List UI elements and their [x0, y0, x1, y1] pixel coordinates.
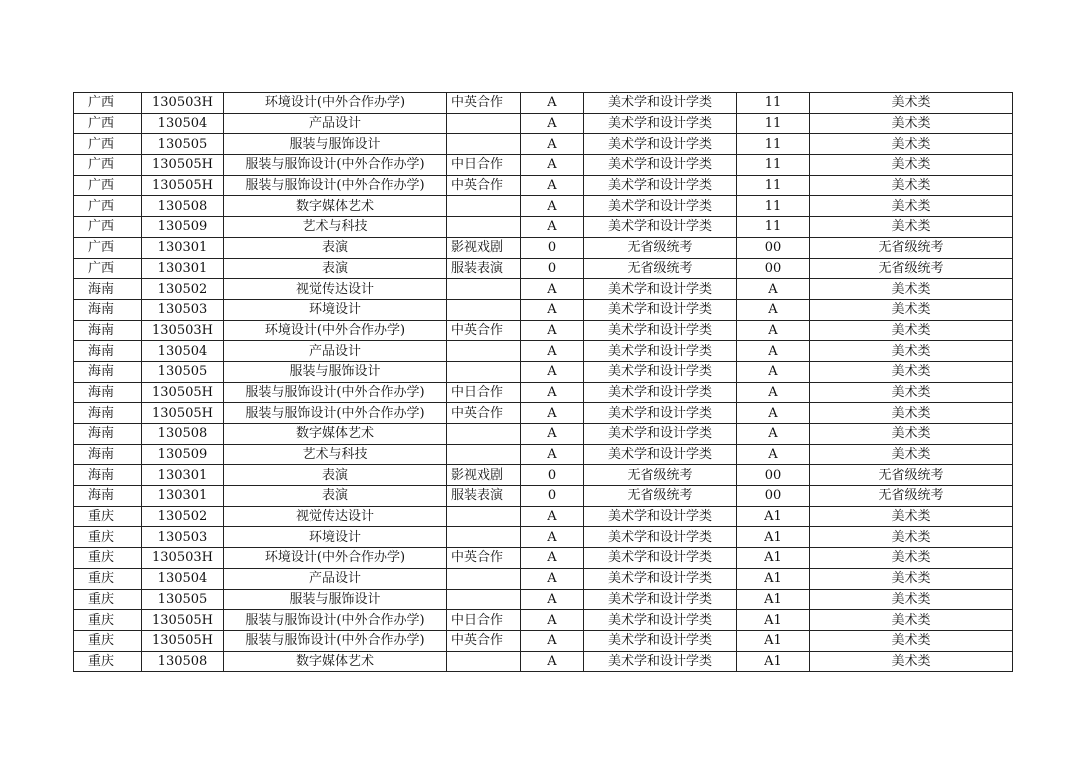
- exam-type-cell: 美术类: [810, 527, 1013, 548]
- province-cell: 海南: [74, 465, 142, 486]
- direction-cell: 中日合作: [447, 610, 521, 631]
- province-cell: 重庆: [74, 527, 142, 548]
- major-name-cell: 产品设计: [224, 568, 447, 589]
- exam-category-cell: 无省级统考: [584, 258, 737, 279]
- category-code-cell: A: [521, 299, 584, 320]
- category-code-cell: 0: [521, 258, 584, 279]
- direction-cell: [447, 134, 521, 155]
- category-code-cell: A: [521, 589, 584, 610]
- province-cell: 海南: [74, 279, 142, 300]
- exam-category-cell: 美术学和设计学类: [584, 527, 737, 548]
- category-code-cell: A: [521, 175, 584, 196]
- table-row: [74, 486, 1013, 507]
- exam-code-cell: A: [737, 382, 810, 403]
- major-code-cell: 130502: [142, 279, 224, 300]
- exam-category-cell: 美术学和设计学类: [584, 93, 737, 114]
- category-code-cell: 0: [521, 237, 584, 258]
- province-cell: 广西: [74, 155, 142, 176]
- exam-type-cell: 美术类: [810, 175, 1013, 196]
- direction-cell: 中日合作: [447, 155, 521, 176]
- province-cell: 广西: [74, 237, 142, 258]
- major-name-cell: 表演: [224, 465, 447, 486]
- province-cell: 海南: [74, 299, 142, 320]
- direction-cell: [447, 341, 521, 362]
- table-row: [74, 630, 1013, 651]
- direction-cell: 中英合作: [447, 548, 521, 569]
- province-cell: 海南: [74, 361, 142, 382]
- direction-cell: 服装表演: [447, 486, 521, 507]
- table-row: [74, 175, 1013, 196]
- exam-category-cell: 美术学和设计学类: [584, 134, 737, 155]
- table-row: [74, 113, 1013, 134]
- direction-cell: [447, 651, 521, 672]
- exam-type-cell: 美术类: [810, 630, 1013, 651]
- category-code-cell: A: [521, 610, 584, 631]
- category-code-cell: A: [521, 548, 584, 569]
- major-name-cell: 艺术与科技: [224, 217, 447, 238]
- exam-code-cell: 11: [737, 175, 810, 196]
- province-cell: 海南: [74, 486, 142, 507]
- province-cell: 重庆: [74, 589, 142, 610]
- province-cell: 重庆: [74, 568, 142, 589]
- exam-code-cell: 11: [737, 93, 810, 114]
- table-row: [74, 237, 1013, 258]
- document-page: [73, 92, 1013, 672]
- exam-type-cell: 美术类: [810, 444, 1013, 465]
- category-code-cell: A: [521, 506, 584, 527]
- major-name-cell: 环境设计(中外合作办学): [224, 320, 447, 341]
- exam-category-cell: 美术学和设计学类: [584, 630, 737, 651]
- exam-type-cell: 无省级统考: [810, 486, 1013, 507]
- exam-code-cell: 00: [737, 258, 810, 279]
- exam-category-cell: 美术学和设计学类: [584, 444, 737, 465]
- exam-code-cell: A: [737, 279, 810, 300]
- province-cell: 重庆: [74, 630, 142, 651]
- table-row: [74, 155, 1013, 176]
- exam-code-cell: 11: [737, 134, 810, 155]
- major-code-cell: 130301: [142, 258, 224, 279]
- exam-category-cell: 美术学和设计学类: [584, 320, 737, 341]
- major-code-cell: 130505H: [142, 175, 224, 196]
- category-code-cell: A: [521, 568, 584, 589]
- category-code-cell: A: [521, 113, 584, 134]
- table-row: [74, 196, 1013, 217]
- exam-code-cell: A1: [737, 527, 810, 548]
- province-cell: 广西: [74, 217, 142, 238]
- exam-category-cell: 美术学和设计学类: [584, 506, 737, 527]
- province-cell: 海南: [74, 320, 142, 341]
- exam-type-cell: 美术类: [810, 279, 1013, 300]
- table-row: [74, 341, 1013, 362]
- exam-code-cell: A: [737, 424, 810, 445]
- exam-category-cell: 美术学和设计学类: [584, 610, 737, 631]
- direction-cell: [447, 279, 521, 300]
- exam-type-cell: 美术类: [810, 361, 1013, 382]
- major-code-cell: 130505H: [142, 403, 224, 424]
- exam-type-cell: 美术类: [810, 568, 1013, 589]
- major-code-cell: 130301: [142, 237, 224, 258]
- major-code-cell: 130503: [142, 527, 224, 548]
- major-code-cell: 130301: [142, 465, 224, 486]
- major-code-cell: 130508: [142, 651, 224, 672]
- major-name-cell: 表演: [224, 486, 447, 507]
- major-name-cell: 视觉传达设计: [224, 506, 447, 527]
- exam-code-cell: A1: [737, 610, 810, 631]
- table-row: [74, 217, 1013, 238]
- direction-cell: [447, 424, 521, 445]
- province-cell: 海南: [74, 382, 142, 403]
- category-code-cell: A: [521, 196, 584, 217]
- province-cell: 海南: [74, 403, 142, 424]
- exam-type-cell: 美术类: [810, 610, 1013, 631]
- exam-type-cell: 美术类: [810, 424, 1013, 445]
- exam-category-cell: 美术学和设计学类: [584, 568, 737, 589]
- category-code-cell: A: [521, 444, 584, 465]
- exam-type-cell: 美术类: [810, 548, 1013, 569]
- table-row: [74, 258, 1013, 279]
- table-row: [74, 527, 1013, 548]
- direction-cell: 中英合作: [447, 403, 521, 424]
- direction-cell: [447, 196, 521, 217]
- table-row: [74, 134, 1013, 155]
- exam-category-cell: 美术学和设计学类: [584, 299, 737, 320]
- exam-code-cell: 11: [737, 155, 810, 176]
- table-row: [74, 403, 1013, 424]
- major-code-cell: 130508: [142, 196, 224, 217]
- exam-category-cell: 美术学和设计学类: [584, 424, 737, 445]
- province-cell: 广西: [74, 113, 142, 134]
- category-code-cell: A: [521, 651, 584, 672]
- major-code-cell: 130509: [142, 444, 224, 465]
- exam-type-cell: 美术类: [810, 93, 1013, 114]
- exam-code-cell: 11: [737, 217, 810, 238]
- category-code-cell: A: [521, 155, 584, 176]
- major-name-cell: 数字媒体艺术: [224, 196, 447, 217]
- exam-type-cell: 美术类: [810, 589, 1013, 610]
- direction-cell: 中英合作: [447, 175, 521, 196]
- category-code-cell: A: [521, 93, 584, 114]
- direction-cell: 影视戏剧: [447, 237, 521, 258]
- exam-category-cell: 美术学和设计学类: [584, 589, 737, 610]
- major-name-cell: 服装与服饰设计: [224, 589, 447, 610]
- direction-cell: 中英合作: [447, 630, 521, 651]
- direction-cell: [447, 527, 521, 548]
- major-code-cell: 130503H: [142, 93, 224, 114]
- major-code-cell: 130503H: [142, 320, 224, 341]
- exam-type-cell: 无省级统考: [810, 237, 1013, 258]
- major-code-cell: 130505H: [142, 382, 224, 403]
- exam-code-cell: A: [737, 299, 810, 320]
- direction-cell: [447, 589, 521, 610]
- category-code-cell: A: [521, 527, 584, 548]
- province-cell: 海南: [74, 444, 142, 465]
- exam-code-cell: A1: [737, 630, 810, 651]
- category-code-cell: A: [521, 134, 584, 155]
- major-code-cell: 130505: [142, 589, 224, 610]
- direction-cell: [447, 113, 521, 134]
- exam-type-cell: 无省级统考: [810, 258, 1013, 279]
- table-row: [74, 382, 1013, 403]
- exam-category-cell: 美术学和设计学类: [584, 341, 737, 362]
- exam-code-cell: A1: [737, 589, 810, 610]
- exam-type-cell: 美术类: [810, 134, 1013, 155]
- exam-code-cell: 11: [737, 196, 810, 217]
- major-name-cell: 环境设计(中外合作办学): [224, 548, 447, 569]
- exam-type-cell: 美术类: [810, 320, 1013, 341]
- major-name-cell: 环境设计(中外合作办学): [224, 93, 447, 114]
- province-cell: 重庆: [74, 548, 142, 569]
- major-mapping-table: [73, 92, 1013, 672]
- major-name-cell: 视觉传达设计: [224, 279, 447, 300]
- major-name-cell: 服装与服饰设计(中外合作办学): [224, 630, 447, 651]
- category-code-cell: A: [521, 341, 584, 362]
- province-cell: 广西: [74, 134, 142, 155]
- category-code-cell: A: [521, 424, 584, 445]
- exam-code-cell: A: [737, 341, 810, 362]
- exam-code-cell: 00: [737, 237, 810, 258]
- exam-code-cell: 11: [737, 113, 810, 134]
- category-code-cell: 0: [521, 465, 584, 486]
- table-row: [74, 279, 1013, 300]
- direction-cell: 中日合作: [447, 382, 521, 403]
- exam-category-cell: 美术学和设计学类: [584, 196, 737, 217]
- major-name-cell: 服装与服饰设计(中外合作办学): [224, 403, 447, 424]
- major-name-cell: 服装与服饰设计: [224, 361, 447, 382]
- exam-code-cell: A1: [737, 506, 810, 527]
- direction-cell: 影视戏剧: [447, 465, 521, 486]
- exam-category-cell: 无省级统考: [584, 465, 737, 486]
- province-cell: 广西: [74, 93, 142, 114]
- exam-category-cell: 美术学和设计学类: [584, 361, 737, 382]
- table-row: [74, 651, 1013, 672]
- exam-code-cell: A: [737, 361, 810, 382]
- exam-code-cell: A1: [737, 651, 810, 672]
- exam-type-cell: 美术类: [810, 113, 1013, 134]
- exam-category-cell: 美术学和设计学类: [584, 113, 737, 134]
- major-name-cell: 产品设计: [224, 341, 447, 362]
- table-row: [74, 465, 1013, 486]
- major-name-cell: 数字媒体艺术: [224, 651, 447, 672]
- major-code-cell: 130504: [142, 341, 224, 362]
- province-cell: 海南: [74, 341, 142, 362]
- major-name-cell: 环境设计: [224, 299, 447, 320]
- direction-cell: 中英合作: [447, 320, 521, 341]
- major-code-cell: 130509: [142, 217, 224, 238]
- exam-code-cell: A1: [737, 568, 810, 589]
- major-name-cell: 服装与服饰设计(中外合作办学): [224, 175, 447, 196]
- exam-code-cell: A: [737, 403, 810, 424]
- exam-type-cell: 美术类: [810, 382, 1013, 403]
- major-name-cell: 服装与服饰设计(中外合作办学): [224, 610, 447, 631]
- exam-code-cell: A: [737, 444, 810, 465]
- table-row: [74, 361, 1013, 382]
- exam-type-cell: 美术类: [810, 341, 1013, 362]
- table-row: [74, 610, 1013, 631]
- exam-code-cell: A1: [737, 548, 810, 569]
- major-name-cell: 服装与服饰设计: [224, 134, 447, 155]
- exam-category-cell: 美术学和设计学类: [584, 175, 737, 196]
- exam-code-cell: A: [737, 320, 810, 341]
- direction-cell: [447, 217, 521, 238]
- category-code-cell: 0: [521, 486, 584, 507]
- exam-type-cell: 美术类: [810, 403, 1013, 424]
- exam-type-cell: 无省级统考: [810, 465, 1013, 486]
- major-code-cell: 130505H: [142, 155, 224, 176]
- category-code-cell: A: [521, 630, 584, 651]
- table-row: [74, 548, 1013, 569]
- major-name-cell: 环境设计: [224, 527, 447, 548]
- province-cell: 广西: [74, 258, 142, 279]
- major-name-cell: 数字媒体艺术: [224, 424, 447, 445]
- major-code-cell: 130503H: [142, 548, 224, 569]
- table-row: [74, 93, 1013, 114]
- table-row: [74, 320, 1013, 341]
- province-cell: 重庆: [74, 651, 142, 672]
- major-code-cell: 130508: [142, 424, 224, 445]
- exam-type-cell: 美术类: [810, 155, 1013, 176]
- exam-category-cell: 美术学和设计学类: [584, 217, 737, 238]
- major-code-cell: 130503: [142, 299, 224, 320]
- exam-category-cell: 美术学和设计学类: [584, 403, 737, 424]
- exam-category-cell: 美术学和设计学类: [584, 651, 737, 672]
- direction-cell: [447, 361, 521, 382]
- table-row: [74, 589, 1013, 610]
- major-code-cell: 130504: [142, 568, 224, 589]
- exam-category-cell: 美术学和设计学类: [584, 548, 737, 569]
- direction-cell: 中英合作: [447, 93, 521, 114]
- direction-cell: [447, 568, 521, 589]
- major-code-cell: 130301: [142, 486, 224, 507]
- exam-code-cell: 00: [737, 486, 810, 507]
- exam-type-cell: 美术类: [810, 196, 1013, 217]
- major-code-cell: 130505H: [142, 610, 224, 631]
- exam-type-cell: 美术类: [810, 651, 1013, 672]
- table-row: [74, 299, 1013, 320]
- exam-type-cell: 美术类: [810, 299, 1013, 320]
- major-name-cell: 产品设计: [224, 113, 447, 134]
- exam-category-cell: 美术学和设计学类: [584, 279, 737, 300]
- category-code-cell: A: [521, 361, 584, 382]
- major-code-cell: 130504: [142, 113, 224, 134]
- exam-code-cell: 00: [737, 465, 810, 486]
- province-cell: 广西: [74, 196, 142, 217]
- table-row: [74, 506, 1013, 527]
- major-code-cell: 130505: [142, 134, 224, 155]
- direction-cell: [447, 506, 521, 527]
- exam-category-cell: 无省级统考: [584, 237, 737, 258]
- major-code-cell: 130505H: [142, 630, 224, 651]
- category-code-cell: A: [521, 217, 584, 238]
- category-code-cell: A: [521, 382, 584, 403]
- province-cell: 广西: [74, 175, 142, 196]
- major-name-cell: 艺术与科技: [224, 444, 447, 465]
- major-code-cell: 130502: [142, 506, 224, 527]
- major-code-cell: 130505: [142, 361, 224, 382]
- category-code-cell: A: [521, 279, 584, 300]
- category-code-cell: A: [521, 403, 584, 424]
- category-code-cell: A: [521, 320, 584, 341]
- major-name-cell: 表演: [224, 237, 447, 258]
- direction-cell: [447, 444, 521, 465]
- table-row: [74, 568, 1013, 589]
- table-row: [74, 444, 1013, 465]
- province-cell: 重庆: [74, 610, 142, 631]
- major-name-cell: 服装与服饰设计(中外合作办学): [224, 155, 447, 176]
- table-row: [74, 424, 1013, 445]
- major-name-cell: 表演: [224, 258, 447, 279]
- exam-type-cell: 美术类: [810, 217, 1013, 238]
- exam-category-cell: 美术学和设计学类: [584, 382, 737, 403]
- exam-type-cell: 美术类: [810, 506, 1013, 527]
- table-body: [74, 93, 1013, 672]
- province-cell: 海南: [74, 424, 142, 445]
- exam-category-cell: 无省级统考: [584, 486, 737, 507]
- direction-cell: [447, 299, 521, 320]
- major-name-cell: 服装与服饰设计(中外合作办学): [224, 382, 447, 403]
- direction-cell: 服装表演: [447, 258, 521, 279]
- exam-category-cell: 美术学和设计学类: [584, 155, 737, 176]
- province-cell: 重庆: [74, 506, 142, 527]
